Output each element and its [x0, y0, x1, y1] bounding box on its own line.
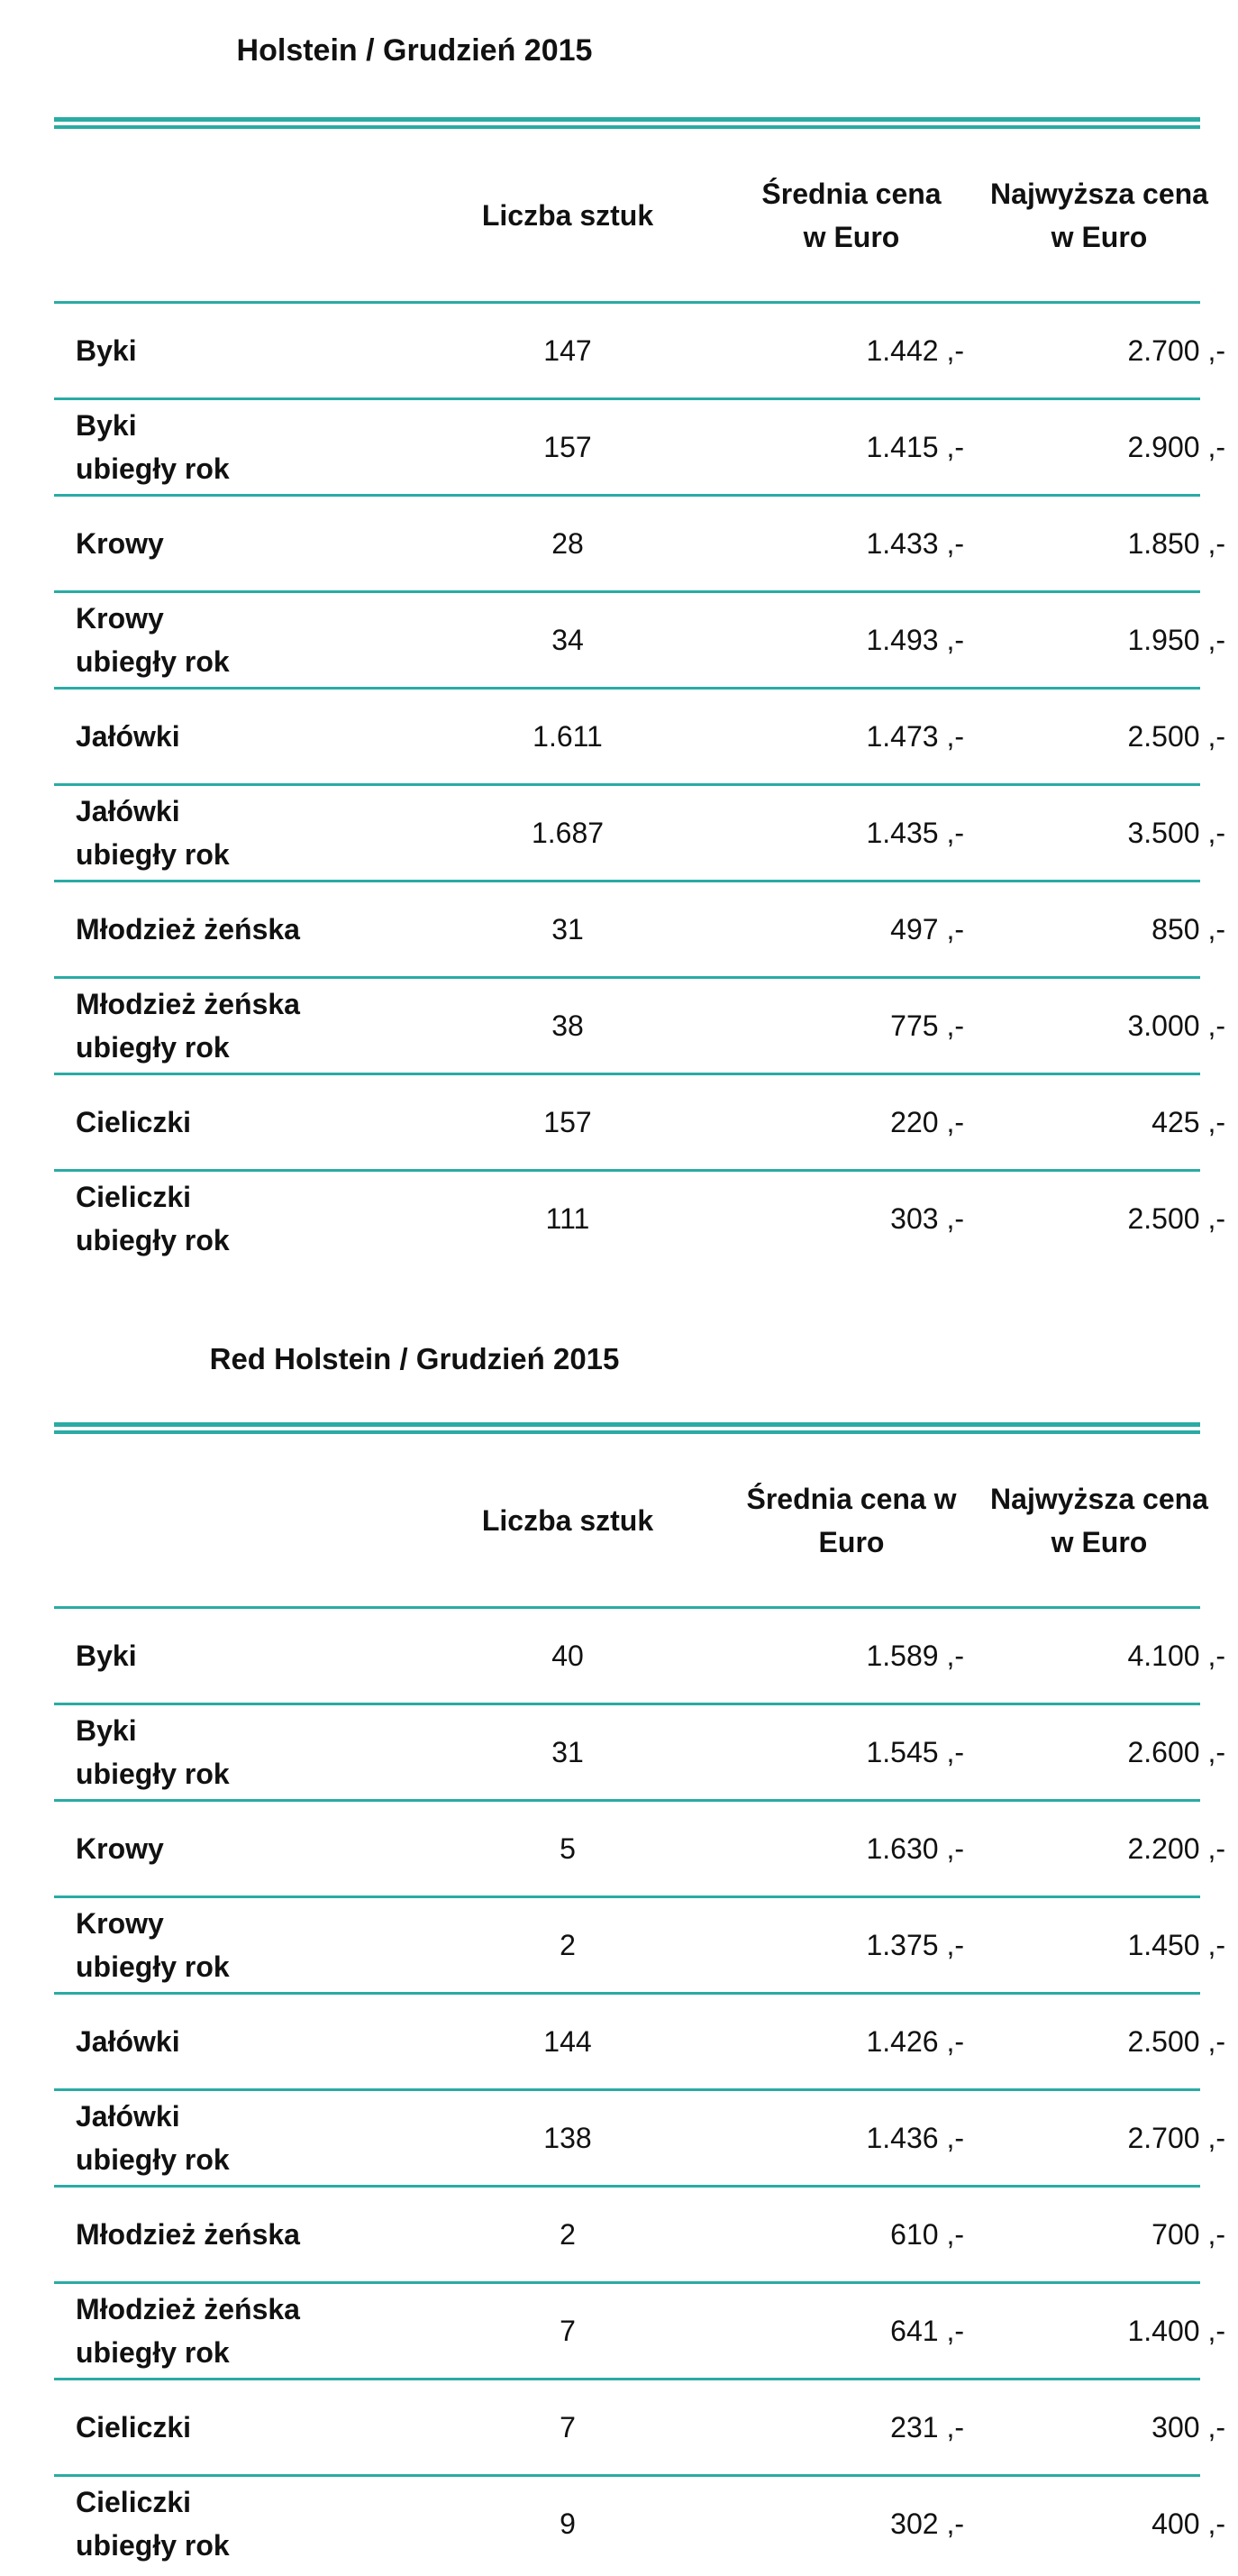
table-row — [54, 979, 1225, 1075]
row-label: Byki ubiegły rok — [76, 1714, 230, 1790]
row-count: 9 — [560, 2507, 576, 2540]
row-max-price: 1.850 ,- — [1127, 527, 1225, 560]
table-row — [54, 2284, 1225, 2380]
row-max-price: 2.700 ,- — [1127, 334, 1225, 367]
row-count: 157 — [543, 431, 592, 463]
row-max-price: 2.500 ,- — [1127, 2025, 1225, 2058]
row-average-price: 1.493 ,- — [866, 624, 964, 656]
row-count: 1.687 — [531, 817, 605, 849]
table-body — [54, 304, 1225, 1265]
row-max-price: 3.000 ,- — [1127, 1009, 1225, 1042]
table-row — [54, 1995, 1225, 2091]
row-max-price: 2.600 ,- — [1127, 1736, 1225, 1768]
row-label: Krowy ubiegły rok — [76, 1907, 230, 1983]
row-max-price: 700 ,- — [1152, 2218, 1225, 2251]
table-title: Red Holstein / Grudzień 2015 — [209, 1342, 620, 1375]
table-header — [54, 1435, 1208, 1609]
table-row — [54, 1705, 1225, 1802]
row-max-price: 2.200 ,- — [1127, 1832, 1225, 1865]
row-count: 5 — [560, 1832, 576, 1865]
row-average-price: 1.433 ,- — [866, 527, 964, 560]
row-max-price: 2.700 ,- — [1127, 2122, 1225, 2154]
row-average-price: 1.375 ,- — [866, 1929, 964, 1961]
row-label: Krowy ubiegły rok — [76, 602, 230, 678]
row-average-price: 1.473 ,- — [866, 720, 964, 753]
row-max-price: 3.500 ,- — [1127, 817, 1225, 849]
row-count: 2 — [560, 2218, 576, 2251]
table-row — [54, 1898, 1225, 1995]
row-max-price: 2.500 ,- — [1127, 720, 1225, 753]
row-label: Młodzież żeńska — [76, 913, 300, 945]
row-average-price: 1.630 ,- — [866, 1832, 964, 1865]
row-count: 40 — [551, 1640, 584, 1672]
row-average-price: 775 ,- — [890, 1009, 964, 1042]
header-max-price: Najwyższa cena w Euro — [990, 178, 1208, 253]
row-label: Cieliczki ubiegły rok — [76, 2486, 230, 2562]
row-label: Jałówki — [76, 2025, 180, 2058]
row-average-price: 1.435 ,- — [866, 817, 964, 849]
row-label: Jałówki ubiegły rok — [76, 2100, 230, 2176]
row-average-price: 1.442 ,- — [866, 334, 964, 367]
row-average-price: 497 ,- — [890, 913, 964, 945]
row-max-price: 850 ,- — [1152, 913, 1225, 945]
row-label: Cieliczki — [76, 2411, 192, 2444]
table-row — [54, 2477, 1225, 2571]
row-max-price: 400 ,- — [1152, 2507, 1225, 2540]
row-count: 31 — [551, 1736, 584, 1768]
row-max-price: 300 ,- — [1152, 2411, 1225, 2444]
row-count: 1.611 — [533, 720, 603, 753]
row-label: Młodzież żeńska ubiegły rok — [76, 988, 300, 1064]
top-rule — [54, 1422, 1200, 1435]
row-max-price: 425 ,- — [1152, 1106, 1225, 1138]
row-label: Cieliczki ubiegły rok — [76, 1181, 230, 1256]
row-count: 28 — [551, 527, 584, 560]
row-average-price: 231 ,- — [890, 2411, 964, 2444]
row-count: 2 — [560, 1929, 576, 1961]
row-label: Byki — [76, 1640, 137, 1672]
row-label: Byki — [76, 334, 137, 367]
header-average-price: Średnia cena w Euro — [746, 1483, 957, 1558]
row-average-price: 610 ,- — [890, 2218, 964, 2251]
row-max-price: 2.900 ,- — [1127, 431, 1225, 463]
row-label: Krowy — [76, 527, 164, 560]
table-row — [54, 2380, 1225, 2477]
row-count: 111 — [545, 1202, 590, 1235]
table-row — [54, 400, 1225, 497]
row-average-price: 302 ,- — [890, 2507, 964, 2540]
row-average-price: 1.436 ,- — [866, 2122, 964, 2154]
row-label: Byki ubiegły rok — [76, 409, 230, 485]
table-title: Holstein / Grudzień 2015 — [236, 33, 593, 68]
table-row — [54, 1172, 1225, 1265]
row-label: Jałówki — [76, 720, 180, 753]
row-average-price: 303 ,- — [890, 1202, 964, 1235]
table-header — [54, 130, 1208, 304]
row-average-price: 1.426 ,- — [866, 2025, 964, 2058]
row-count: 138 — [543, 2122, 592, 2154]
row-label: Krowy — [76, 1832, 164, 1865]
row-average-price: 1.545 ,- — [866, 1736, 964, 1768]
header-max-price: Najwyższa cena w Euro — [990, 1483, 1208, 1558]
top-rule — [54, 117, 1200, 130]
header-average-price: Średnia cena w Euro — [761, 178, 942, 253]
header-count: Liczba sztuk — [481, 199, 654, 232]
table-row — [54, 1802, 1225, 1898]
row-count: 157 — [543, 1106, 592, 1138]
row-label: Młodzież żeńska ubiegły rok — [76, 2293, 300, 2369]
row-count: 7 — [560, 2411, 576, 2444]
table-row — [54, 2091, 1225, 2188]
row-count: 34 — [551, 624, 584, 656]
header-count: Liczba sztuk — [481, 1504, 654, 1537]
row-max-price: 1.450 ,- — [1127, 1929, 1225, 1961]
row-count: 144 — [543, 2025, 592, 2058]
row-count: 7 — [560, 2315, 576, 2347]
table-body — [54, 1609, 1225, 2571]
row-average-price: 220 ,- — [890, 1106, 964, 1138]
row-average-price: 641 ,- — [890, 2315, 964, 2347]
row-count: 147 — [543, 334, 592, 367]
table-row — [54, 1075, 1225, 1172]
table-row — [54, 304, 1225, 400]
row-label: Młodzież żeńska — [76, 2218, 300, 2251]
row-max-price: 2.500 ,- — [1127, 1202, 1225, 1235]
row-max-price: 1.950 ,- — [1127, 624, 1225, 656]
table-row — [54, 786, 1225, 882]
row-count: 38 — [551, 1009, 584, 1042]
table-row — [54, 497, 1225, 593]
row-average-price: 1.589 ,- — [866, 1640, 964, 1672]
row-max-price: 1.400 ,- — [1127, 2315, 1225, 2347]
table-row — [54, 1609, 1225, 1705]
row-average-price: 1.415 ,- — [866, 431, 964, 463]
table-row — [54, 882, 1225, 979]
row-label: Cieliczki — [76, 1106, 192, 1138]
row-count: 31 — [551, 913, 584, 945]
row-label: Jałówki ubiegły rok — [76, 795, 230, 871]
table-row — [54, 690, 1225, 786]
table-row — [54, 2188, 1225, 2284]
row-max-price: 4.100 ,- — [1127, 1640, 1225, 1672]
table-row — [54, 593, 1225, 690]
